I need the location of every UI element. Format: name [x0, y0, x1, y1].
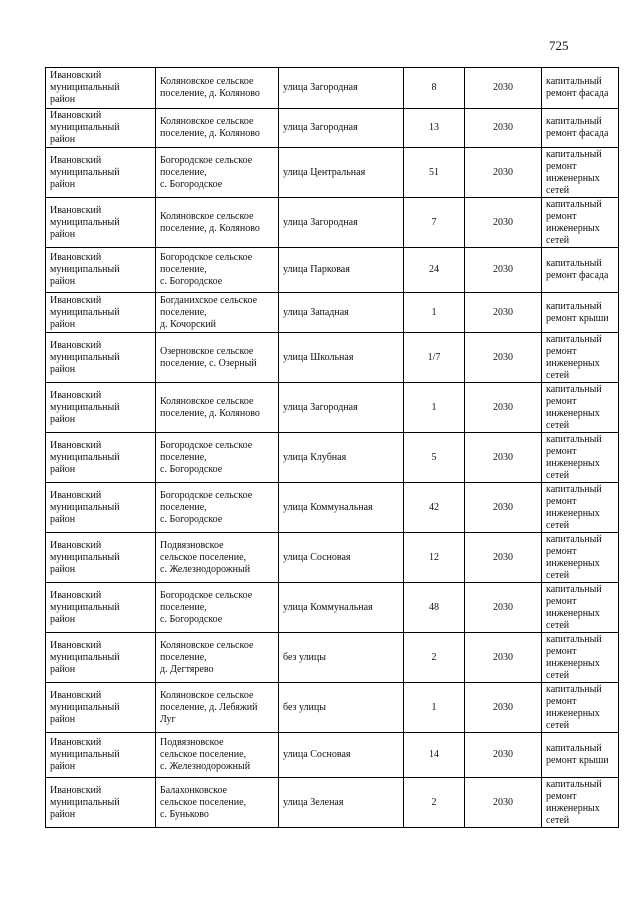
house-number-cell: 24 [404, 248, 465, 293]
settlement-cell: Коляновское сельское поселение, д. Коляново [156, 109, 279, 148]
district-cell: Ивановский муниципальный район [46, 293, 156, 333]
house-number-cell: 1/7 [404, 333, 465, 383]
table-body [46, 68, 619, 828]
street-cell: улица Клубная [279, 433, 404, 483]
street-cell: улица Коммунальная [279, 483, 404, 533]
settlement-cell: Озерновское сельское поселение, с. Озерный [156, 333, 279, 383]
settlement-cell: Подвязновское сельское поселение, с. Железнодорожный [156, 733, 279, 778]
table-row [46, 383, 619, 433]
district-cell: Ивановский муниципальный район [46, 633, 156, 683]
table-row [46, 293, 619, 333]
settlement-cell: Богородское сельское поселение, с. Богородское [156, 248, 279, 293]
table-row [46, 733, 619, 778]
settlement-cell: Богородское сельское поселение, с. Богородское [156, 148, 279, 198]
house-number-cell: 51 [404, 148, 465, 198]
table-row [46, 198, 619, 248]
house-number-cell: 1 [404, 683, 465, 733]
district-cell: Ивановский муниципальный район [46, 583, 156, 633]
work-type-cell: капитальный ремонт инженерных сетей [542, 483, 619, 533]
year-cell: 2030 [465, 483, 542, 533]
settlement-cell: Богородское сельское поселение, с. Богородское [156, 583, 279, 633]
table-row [46, 148, 619, 198]
street-cell: улица Зеленая [279, 778, 404, 828]
house-number-cell: 2 [404, 778, 465, 828]
settlement-cell: Коляновское сельское поселение, д. Коляново [156, 198, 279, 248]
district-cell: Ивановский муниципальный район [46, 148, 156, 198]
house-number-cell: 48 [404, 583, 465, 633]
work-type-cell: капитальный ремонт крыши [542, 733, 619, 778]
settlement-cell: Богородское сельское поселение, с. Богородское [156, 483, 279, 533]
street-cell: улица Загородная [279, 109, 404, 148]
work-type-cell: капитальный ремонт фасада [542, 109, 619, 148]
district-cell: Ивановский муниципальный район [46, 683, 156, 733]
house-number-cell: 7 [404, 198, 465, 248]
year-cell: 2030 [465, 533, 542, 583]
house-number-cell: 13 [404, 109, 465, 148]
house-number-cell: 8 [404, 68, 465, 109]
year-cell: 2030 [465, 683, 542, 733]
house-number-cell: 2 [404, 633, 465, 683]
settlement-cell: Богданихское сельское поселение, д. Кочорский [156, 293, 279, 333]
page-number: 725 [549, 38, 569, 53]
street-cell: улица Западная [279, 293, 404, 333]
table-row [46, 583, 619, 633]
settlement-cell: Подвязновское сельское поселение, с. Железнодорожный [156, 533, 279, 583]
work-type-cell: капитальный ремонт инженерных сетей [542, 383, 619, 433]
street-cell: улица Загородная [279, 68, 404, 109]
work-type-cell: капитальный ремонт инженерных сетей [542, 583, 619, 633]
work-type-cell: капитальный ремонт инженерных сетей [542, 198, 619, 248]
table-row [46, 533, 619, 583]
district-cell: Ивановский муниципальный район [46, 483, 156, 533]
district-cell: Ивановский муниципальный район [46, 533, 156, 583]
work-type-cell: капитальный ремонт инженерных сетей [542, 333, 619, 383]
settlement-cell: Богородское сельское поселение, с. Богородское [156, 433, 279, 483]
settlement-cell: Коляновское сельское поселение, д. Коляново [156, 68, 279, 109]
year-cell: 2030 [465, 148, 542, 198]
house-number-cell: 42 [404, 483, 465, 533]
year-cell: 2030 [465, 198, 542, 248]
table-row [46, 633, 619, 683]
street-cell: улица Загородная [279, 383, 404, 433]
year-cell: 2030 [465, 583, 542, 633]
year-cell: 2030 [465, 633, 542, 683]
street-cell: улица Загородная [279, 198, 404, 248]
work-type-cell: капитальный ремонт инженерных сетей [542, 683, 619, 733]
year-cell: 2030 [465, 68, 542, 109]
district-cell: Ивановский муниципальный район [46, 248, 156, 293]
table-row [46, 109, 619, 148]
work-type-cell: капитальный ремонт инженерных сетей [542, 778, 619, 828]
work-type-cell: капитальный ремонт инженерных сетей [542, 148, 619, 198]
district-cell: Ивановский муниципальный район [46, 733, 156, 778]
district-cell: Ивановский муниципальный район [46, 68, 156, 109]
street-cell: без улицы [279, 633, 404, 683]
work-type-cell: капитальный ремонт инженерных сетей [542, 533, 619, 583]
work-type-cell: капитальный ремонт крыши [542, 293, 619, 333]
district-cell: Ивановский муниципальный район [46, 433, 156, 483]
year-cell: 2030 [465, 293, 542, 333]
district-cell: Ивановский муниципальный район [46, 778, 156, 828]
table-row [46, 483, 619, 533]
street-cell: улица Центральная [279, 148, 404, 198]
street-cell: улица Сосновая [279, 533, 404, 583]
district-cell: Ивановский муниципальный район [46, 109, 156, 148]
district-cell: Ивановский муниципальный район [46, 383, 156, 433]
house-number-cell: 14 [404, 733, 465, 778]
table-row [46, 433, 619, 483]
year-cell: 2030 [465, 333, 542, 383]
street-cell: улица Школьная [279, 333, 404, 383]
settlement-cell: Балахонковское сельское поселение, с. Буньково [156, 778, 279, 828]
settlement-cell: Коляновское сельское поселение, д. Коляново [156, 383, 279, 433]
street-cell: улица Парковая [279, 248, 404, 293]
table-row [46, 333, 619, 383]
work-type-cell: капитальный ремонт инженерных сетей [542, 633, 619, 683]
district-cell: Ивановский муниципальный район [46, 198, 156, 248]
street-cell: без улицы [279, 683, 404, 733]
table-row [46, 683, 619, 733]
table-row [46, 778, 619, 828]
year-cell: 2030 [465, 248, 542, 293]
year-cell: 2030 [465, 778, 542, 828]
table-row [46, 68, 619, 109]
house-number-cell: 12 [404, 533, 465, 583]
work-type-cell: капитальный ремонт фасада [542, 248, 619, 293]
work-type-cell: капитальный ремонт инженерных сетей [542, 433, 619, 483]
settlement-cell: Коляновское сельское поселение, д. Дегтярево [156, 633, 279, 683]
house-number-cell: 5 [404, 433, 465, 483]
year-cell: 2030 [465, 733, 542, 778]
year-cell: 2030 [465, 109, 542, 148]
work-type-cell: капитальный ремонт фасада [542, 68, 619, 109]
house-number-cell: 1 [404, 383, 465, 433]
street-cell: улица Сосновая [279, 733, 404, 778]
year-cell: 2030 [465, 433, 542, 483]
house-number-cell: 1 [404, 293, 465, 333]
street-cell: улица Коммунальная [279, 583, 404, 633]
housing-repair-table [45, 67, 619, 828]
year-cell: 2030 [465, 383, 542, 433]
settlement-cell: Коляновское сельское поселение, д. Лебяжий Луг [156, 683, 279, 733]
table-row [46, 248, 619, 293]
district-cell: Ивановский муниципальный район [46, 333, 156, 383]
